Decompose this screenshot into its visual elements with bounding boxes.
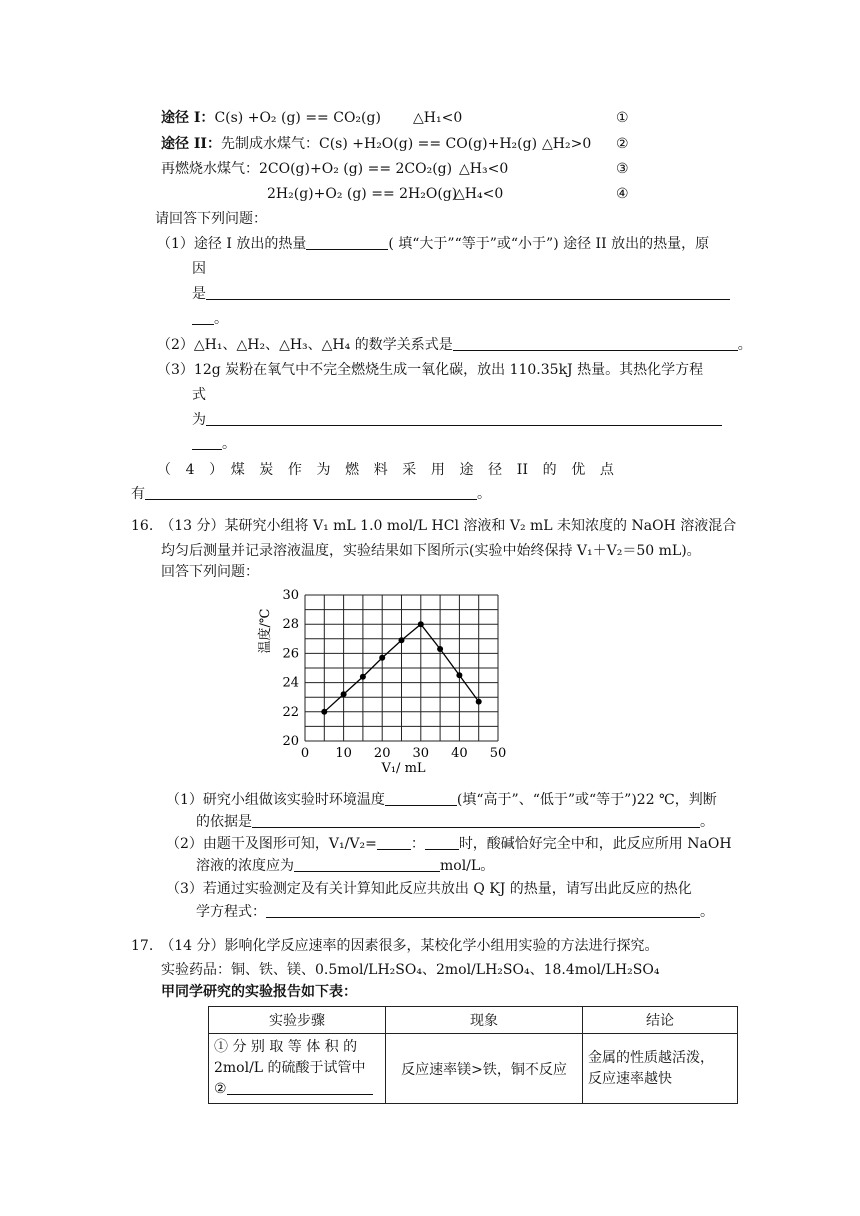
answer-blank[interactable]: [425, 834, 459, 850]
experiment-report-table: [208, 1006, 738, 1104]
period: 。: [222, 436, 236, 452]
q16-part1: [166, 790, 717, 810]
y-tick-label: 22: [282, 704, 299, 720]
answer-blank[interactable]: [252, 812, 700, 828]
route-2: [161, 134, 537, 154]
q15-part2: [157, 335, 752, 355]
q15-part1-reason: [192, 284, 730, 304]
q16-line-3: 回答下列问题：: [161, 564, 259, 580]
q15-part1-wrap: 因: [192, 261, 206, 277]
q15-part3-answer: [192, 410, 722, 430]
q16-part3-label: 学方程式：: [196, 904, 266, 920]
data-point: [476, 699, 482, 705]
y-tick-label: 30: [282, 588, 299, 603]
q16-line-2: 均匀后测量并记录溶液温度，实验结果如下图所示(实验中始终保持 V₁＋V₂＝50 mL)。: [161, 543, 701, 559]
q15-part3-answer-cont: [192, 434, 236, 454]
q17-line-1: 17. （14 分）影响化学反应速率的因素很多，某校化学小组用实验的方法进行探究。: [131, 938, 659, 954]
answer-blank[interactable]: [145, 484, 477, 500]
q15-part1-text-2: ( 填“大于”“等于”或“小于”) 途径 II 放出的热量，原: [388, 236, 710, 252]
q17-line-2: 实验药品：铜、铁、镁、0.5mol/LH₂SO₄、2mol/LH₂SO₄、18.4mol/LH₂SO₄: [161, 962, 660, 978]
y-axis-label: 温度/℃: [258, 608, 273, 654]
q15-part3: （3）12g 炭粉在氧气中不完全燃烧生成一氧化碳，放出 110.35kJ 热量。其热化学方程: [157, 362, 704, 378]
route-2-prefix: 先制成水煤气：: [220, 136, 319, 152]
q16-part1-text: （1）研究小组做该实验时环境温度: [166, 792, 385, 808]
x-tick-label: 10: [335, 746, 352, 761]
step-line-3: [214, 1079, 380, 1100]
answer-blank[interactable]: [192, 434, 222, 450]
q15-part4-answer: [131, 484, 491, 504]
q16-line-1: 16. （13 分）某研究小组将 V₁ mL 1.0 mol/L HCl 溶液和 V₂ mL 未知浓度的 NaOH 溶液混合: [131, 518, 737, 534]
period: 。: [700, 904, 714, 920]
q16-part2-concentration: [196, 856, 494, 876]
q15-part1-text: （1）途径 I 放出的热量: [157, 236, 307, 252]
q15-part2-text: （2）△H₁、△H₂、△H₃、△H₄ 的数学关系式是: [157, 337, 453, 353]
q15-part1-reason-label: 是: [192, 286, 206, 302]
q15-part3-wrap: 式: [192, 387, 206, 403]
answer-blank[interactable]: [227, 1079, 373, 1095]
route-1-enthalpy: △H₁<0: [413, 110, 463, 126]
q15-part4-label: 有: [131, 486, 145, 502]
route-1: [161, 108, 381, 128]
q17-line-3: 甲同学研究的实验报告如下表：: [161, 984, 357, 1000]
x-tick-label: 50: [489, 746, 507, 761]
data-point: [437, 646, 443, 652]
answer-blank[interactable]: [294, 856, 440, 872]
answer-blank[interactable]: [306, 234, 388, 250]
q15-part1-reason-cont: [192, 309, 228, 329]
route-1-label: 途径 I：: [161, 110, 215, 126]
route-4-enthalpy: △H₄<0: [454, 186, 504, 202]
temperature-chart: [250, 588, 520, 778]
route-2-enthalpy: △H₂>0: [542, 136, 592, 152]
x-tick-label: 40: [451, 746, 468, 761]
conclusion-line-1: 金属的性质越活泼，: [588, 1049, 714, 1066]
period: 。: [477, 486, 491, 502]
q16-part2-text: （2）由题干及图形可知，V₁/V₂=: [166, 836, 377, 852]
y-tick-label: 20: [282, 734, 299, 749]
data-point: [399, 637, 405, 643]
route-4-equation: 2H₂(g)+O₂ (g) == 2H₂O(g): [267, 186, 458, 202]
route-1-number: ①: [616, 110, 629, 126]
x-tick-label: 0: [300, 746, 310, 761]
period: 。: [700, 814, 714, 830]
x-tick-label: 20: [373, 746, 391, 761]
data-point: [379, 655, 385, 661]
answer-blank[interactable]: [206, 410, 722, 426]
q15-intro: 请回答下列问题：: [155, 211, 267, 227]
data-point: [456, 672, 462, 678]
header-conclusion: 结论: [583, 1007, 738, 1034]
data-point: [341, 691, 347, 697]
answer-blank[interactable]: [385, 790, 457, 806]
step-cell: [209, 1034, 386, 1104]
table-header-row: [209, 1007, 738, 1034]
answer-blank[interactable]: [206, 284, 730, 300]
route-3-prefix: 再燃烧水煤气：: [161, 161, 259, 177]
route-4-number: ④: [616, 186, 629, 202]
step-line-2: 2mol/L 的硫酸于试管中: [214, 1060, 366, 1076]
ratio-colon: ：: [410, 836, 425, 852]
answer-blank[interactable]: [377, 834, 411, 850]
header-steps: 实验步骤: [209, 1007, 386, 1034]
q16-part3-answer: [196, 902, 714, 922]
step-2-marker: ②: [214, 1081, 227, 1097]
q15-part4: （ 4 ） 煤 炭 作 为 燃 料 采 用 途 径 II 的 优 点: [157, 462, 615, 478]
period: 。: [737, 337, 752, 353]
q16-part1-basis-label: 的依据是: [196, 814, 252, 830]
route-2-equation: C(s) +H₂O(g) == CO(g)+H₂(g): [318, 136, 538, 152]
y-tick-label: 24: [282, 675, 299, 691]
data-point: [360, 674, 366, 680]
conclusion-cell: [583, 1034, 738, 1104]
q16-part2-unit: mol/L。: [440, 858, 495, 874]
phenomenon-cell: 反应速率镁>铁，铜不反应: [386, 1034, 583, 1104]
q16-part1-basis: [196, 812, 714, 832]
q15-part1: [157, 234, 709, 254]
y-tick-label: 28: [282, 617, 299, 633]
route-3-number: ③: [616, 161, 629, 177]
answer-blank[interactable]: [192, 309, 214, 325]
q16-part1-text-2: (填“高于”、“低于”或“等于”)22 ℃，判断: [456, 792, 717, 808]
q16-part2: [166, 834, 732, 854]
x-tick-label: 30: [412, 746, 430, 761]
q16-part2-text-2: 时，酸碱恰好完全中和，此反应所用 NaOH: [458, 836, 732, 852]
answer-blank[interactable]: [453, 335, 738, 351]
route-3: [161, 159, 452, 179]
conclusion-line-2: 反应速率越快: [588, 1070, 672, 1087]
step-line-1: ① 分 别 取 等 体 积 的: [214, 1039, 358, 1055]
header-phenomenon: 现象: [386, 1007, 583, 1034]
q15-part3-label: 为: [192, 412, 206, 428]
period: 。: [214, 311, 228, 327]
route-3-equation: 2CO(g)+O₂ (g) == 2CO₂(g): [259, 161, 453, 177]
data-point: [418, 621, 424, 627]
answer-blank[interactable]: [266, 902, 700, 918]
route-2-number: ②: [616, 136, 629, 152]
x-axis-label: V₁/ mL: [381, 761, 426, 776]
table-row: [209, 1034, 738, 1104]
q16-part3: （3）若通过实验测定及有关计算知此反应共放出 Q KJ 的热量，请写出此反应的热化: [166, 881, 692, 897]
q16-part2-concentration-label: 溶液的浓度应为: [196, 858, 294, 874]
y-tick-label: 26: [282, 646, 299, 662]
data-point: [321, 709, 327, 715]
route-1-equation: C(s) +O₂ (g) == CO₂(g): [214, 110, 381, 126]
route-3-enthalpy: △H₃<0: [459, 161, 509, 177]
route-2-label: 途径 II：: [161, 136, 221, 152]
